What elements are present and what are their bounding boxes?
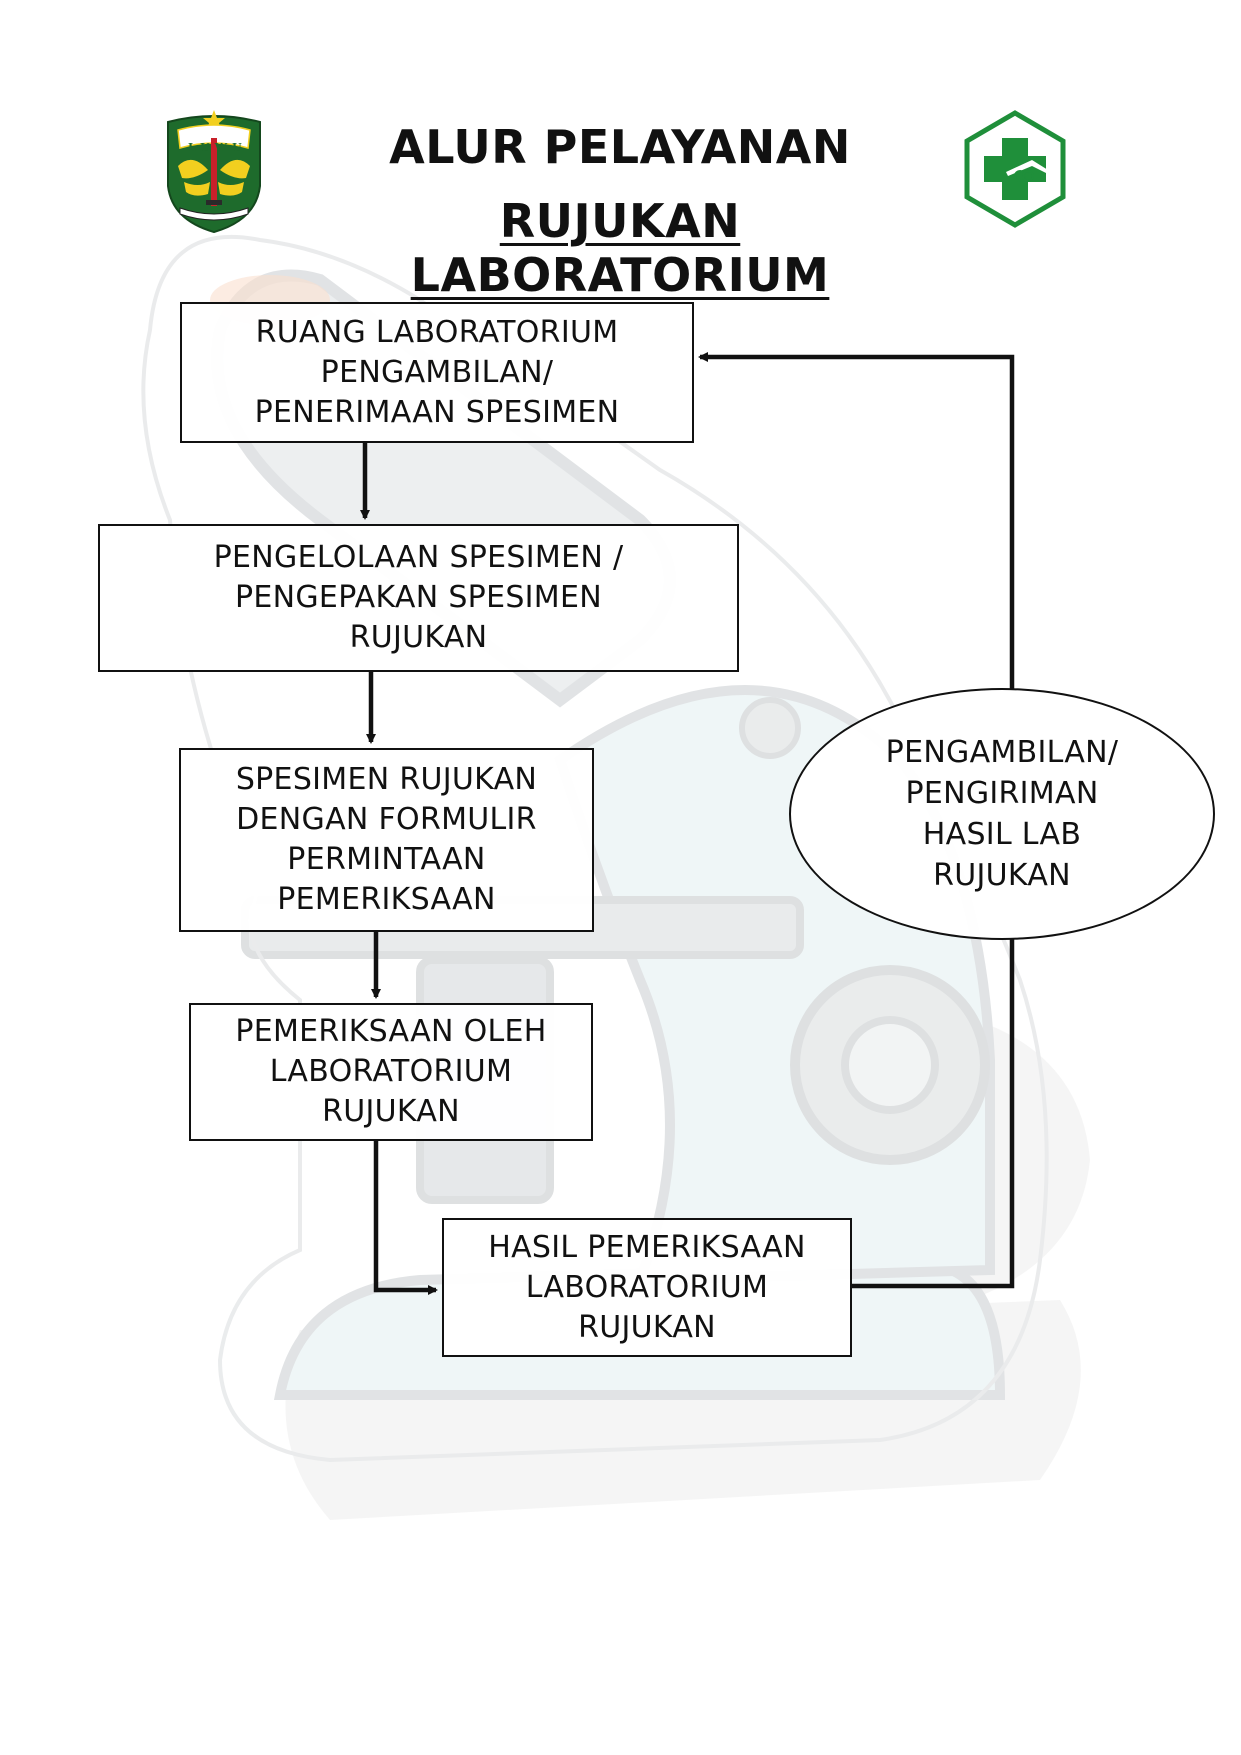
- flow-step-2: [98, 524, 739, 672]
- flow-return-step-label: PENGAMBILAN/ PENGIRIMAN HASIL LAB RUJUKAN: [885, 735, 1119, 893]
- title-line-1: ALUR PELAYANAN: [389, 120, 851, 174]
- puskesmas-emblem-logo: [962, 110, 1068, 228]
- title-line-2: [300, 194, 940, 302]
- title-line-2-text: RUJUKAN LABORATORIUM: [410, 194, 830, 302]
- flow-step-4-label: PEMERIKSAAN OLEH LABORATORIUM RUJUKAN: [235, 1014, 547, 1129]
- flow-step-3: [179, 748, 594, 932]
- flow-step-4: [189, 1003, 593, 1141]
- arrow-return-to-step1: [700, 357, 1012, 690]
- flow-step-5-label: HASIL PEMERIKSAAN LABORATORIUM RUJUKAN: [488, 1229, 806, 1345]
- flow-step-3-label: SPESIMEN RUJUKAN DENGAN FORMULIR PERMINTAAN PEMERIKSAAN: [235, 762, 538, 917]
- flow-step-1: [180, 302, 694, 443]
- flow-step-2-label: PENGELOLAAN SPESIMEN / PENGEPAKAN SPESIMEN RUJUKAN: [213, 540, 624, 655]
- flow-step-5: [442, 1218, 852, 1357]
- line-step5-to-return: [852, 938, 1012, 1286]
- flow-return-step: [789, 688, 1215, 940]
- luwu-regency-emblem-logo: [164, 108, 264, 234]
- arrow-step4-to-step5: [376, 1141, 436, 1290]
- luwu-emblem-text: LUWU: [188, 141, 247, 154]
- flow-step-1-label: RUANG LABORATORIUM PENGAMBILAN/ PENERIMAAN SPESIMEN: [254, 314, 620, 430]
